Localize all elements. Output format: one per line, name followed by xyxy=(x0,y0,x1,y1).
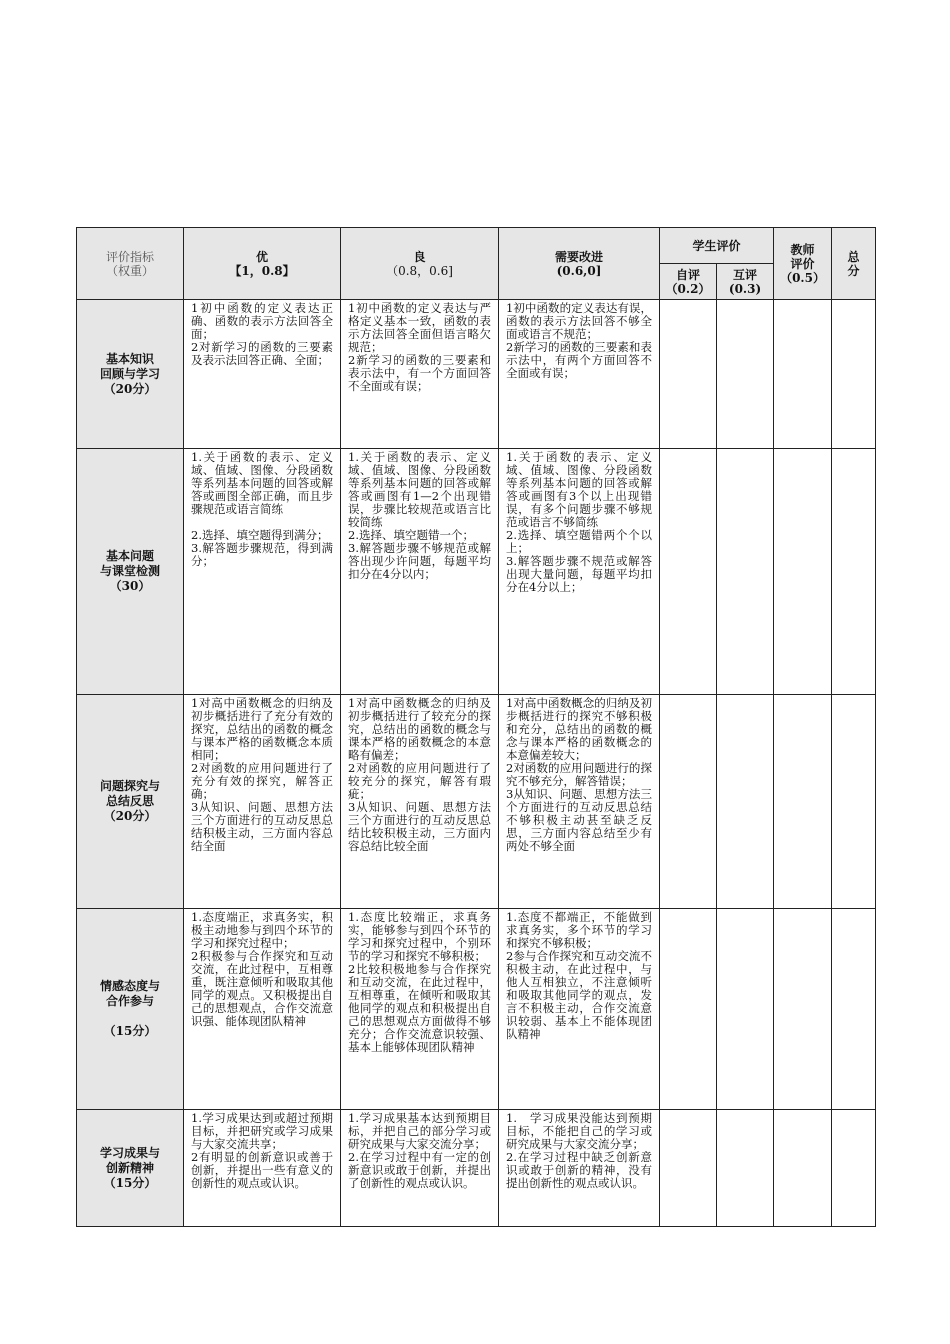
header-peer-eval xyxy=(717,264,774,300)
row-indicator-line: 与课堂检测 xyxy=(99,564,160,578)
criteria-improve: 1初中函数的定义表达有误，函数的表示方法回答不够全面或语言不规范； 2新学习的函数的三要素和表示法中，有两个方面回答不全面或有误； xyxy=(499,300,660,449)
self-eval-cell[interactable] xyxy=(660,695,717,909)
row-indicator-line: 学习成果与 xyxy=(99,1145,160,1160)
header-improve-label: 需要改进 xyxy=(554,249,603,264)
header-good-range: （0.8，0.6] xyxy=(386,263,453,278)
teacher-eval-cell[interactable] xyxy=(774,1110,832,1227)
header-teacher-eval xyxy=(774,228,832,300)
row-indicator xyxy=(77,300,184,449)
header-good xyxy=(341,228,499,300)
row-indicator-line: 回顾与学习 xyxy=(99,366,160,381)
criteria-excellent: 1.关于函数的表示、定义域、值域、图像、分段函数等系列基本问题的回答或解答或画图全部正确，而且步骤规范或语言简练 2.选择、填空题得到满分； 3.解答题步骤规范，得到满分； xyxy=(184,449,341,695)
header-excellent-range: 【1，0.8】 xyxy=(229,263,295,278)
criteria-excellent: 1.态度端正，求真务实，积极主动地参与到四个环节的学习和探究过程中； 2积极参与合作探究和互动交流，在此过程中，互相尊重，既注意倾听和吸取其他同学的观点。又积极提出自己的思想观点，合作交流意识强、能体现团队精神 xyxy=(184,909,341,1110)
row-indicator-line: （20分） xyxy=(103,809,157,823)
header-good-label: 良 xyxy=(413,249,426,264)
total-cell[interactable] xyxy=(832,909,876,1110)
criteria-good: 1.态度比较端正，求真务实，能够参与到四个环节的学习和探究过程中，个别环节的学习和探究不够积极； 2比较积极地参与合作探究和互动交流，在此过程中，互相尊重，在倾听和吸取其他同学的观点和积极提出自己的思想观点方面做得不够充分；合作交流意识较强、基本上能够体现团队精神 xyxy=(341,909,499,1110)
criteria-good: 1.学习成果基本达到预期目标，并把自己的部分学习或研究成果与大家交流分享； 2.在学习过程中有一定的创新意识或敢于创新，并提出了创新性的观点或认识。 xyxy=(341,1110,499,1227)
header-weight-line: （权重） xyxy=(105,263,154,278)
criteria-excellent: 1.学习成果达到或超过预期目标，并把研究或学习成果与大家交流共享； 2有明显的创新意识或善于创新，并提出一些有意义的创新性的观点或认识。 xyxy=(184,1110,341,1227)
total-cell[interactable] xyxy=(832,449,876,695)
row-indicator xyxy=(77,909,184,1110)
header-self-label: 自评 xyxy=(675,267,700,282)
header-total xyxy=(832,228,876,300)
peer-eval-cell[interactable] xyxy=(717,1110,774,1227)
criteria-good: 1初中函数的定义表达与严格定义基本一致，函数的表示方法回答全面但语言略欠规范； 2新学习的函数的三要素和表示法中，有一个方面回答不全面或有误； xyxy=(341,300,499,449)
header-total-line2: 分 xyxy=(847,263,860,278)
total-cell[interactable] xyxy=(832,1110,876,1227)
peer-eval-cell[interactable] xyxy=(717,909,774,1110)
self-eval-cell[interactable] xyxy=(660,1110,717,1227)
row-indicator-line: 合作参与 xyxy=(105,994,154,1008)
self-eval-cell[interactable] xyxy=(660,909,717,1110)
table-row xyxy=(77,1110,876,1227)
header-excellent xyxy=(184,228,341,300)
row-indicator xyxy=(77,449,184,695)
header-indicator-line: 评价指标 xyxy=(105,249,154,264)
criteria-excellent: 1对高中函数概念的归纳及初步概括进行了充分有效的探究，总结出的函数的概念与课本严格的函数概念本质相同； 2对函数的应用问题进行了充分有效的探究，解答正确； 3从知识、问题、思想方法三个方面进行的互动反思总结积极主动，三方面内容总结全面 xyxy=(184,695,341,909)
row-indicator-line: （15分） xyxy=(103,1175,157,1190)
table-row xyxy=(77,300,876,449)
criteria-improve: 1. 学习成果没能达到预期目标，不能把自己的学习或研究成果与大家交流分享； 2.在学习过程中缺乏创新意识或敢于创新的精神，没有提出创新性的观点或认识。 xyxy=(499,1110,660,1227)
row-indicator-line: 创新精神 xyxy=(105,1160,154,1175)
self-eval-cell[interactable] xyxy=(660,449,717,695)
criteria-improve: 1.关于函数的表示、定义域、值域、图像、分段函数等系列基本问题的回答或解答或画图有3个以上出现错误，有多个问题步骤不够规范或语言不够简练 2.选择、填空题错两个个以上； 3.解答题步骤不规范或解答出现大量问题，每题平均扣分在4分以上； xyxy=(499,449,660,695)
row-indicator-line: 基本问题 xyxy=(105,549,154,563)
peer-eval-cell[interactable] xyxy=(717,300,774,449)
criteria-improve: 1对高中函数概念的归纳及初步概括进行的探究不够积极和充分，总结出的函数的概念与课本严格的函数概念的本意偏差较大； 2对函数的应用问题进行的探究不够充分，解答错误； 3从知识、问题、思想方法三个方面进行的互动反思总结不够积极主动甚至缺乏反思，三方面内容总结至少有两处不够全面 xyxy=(499,695,660,909)
row-indicator xyxy=(77,695,184,909)
header-student-eval: 学生评价 xyxy=(660,228,774,264)
row-indicator xyxy=(77,1110,184,1227)
table-row xyxy=(77,909,876,1110)
table-row xyxy=(77,695,876,909)
peer-eval-cell[interactable] xyxy=(717,695,774,909)
teacher-eval-cell[interactable] xyxy=(774,695,832,909)
teacher-eval-cell[interactable] xyxy=(774,300,832,449)
header-improve-range: (0.6,0] xyxy=(556,263,602,278)
criteria-good: 1对高中函数概念的归纳及初步概括进行了较充分的探究，总结出的函数的概念与课本严格的函数概念的本意略有偏差； 2对函数的应用问题进行了较充分的探究，解答有瑕疵； 3从知识、问题、思想方法三个方面进行的互动反思总结比较积极主动，三方面内容总结比较全面 xyxy=(341,695,499,909)
header-peer-label: 互评 xyxy=(733,267,758,282)
teacher-eval-cell[interactable] xyxy=(774,909,832,1110)
criteria-good: 1.关于函数的表示、定义域、值域、图像、分段函数等系列基本问题的回答或解答或画图有1—2个出现错误，步骤比较规范或语言比较简练 2.选择、填空题错一个； 3.解答题步骤不够规范或解答出现少许问题，每题平均扣分在4分以内； xyxy=(341,449,499,695)
row-indicator-line: 基本知识 xyxy=(105,351,154,366)
total-cell[interactable] xyxy=(832,695,876,909)
criteria-excellent: 1初中函数的定义表达正确、函数的表示方法回答全面； 2对新学习的函数的三要素及表示法回答正确、全面； xyxy=(184,300,341,449)
row-indicator-line: （30） xyxy=(109,579,151,593)
teacher-eval-cell[interactable] xyxy=(774,449,832,695)
header-teacher-line1: 教师 xyxy=(790,242,815,257)
header-teacher-line2: 评价 xyxy=(790,256,815,271)
header-excellent-label: 优 xyxy=(255,249,268,264)
row-indicator-line: 情感态度与 xyxy=(99,979,160,993)
header-peer-weight: (0.3) xyxy=(728,281,762,296)
row-indicator-line: （20分） xyxy=(103,381,157,396)
table-row xyxy=(77,449,876,695)
header-self-weight: （0.2） xyxy=(665,281,711,296)
row-indicator-spacer xyxy=(77,1009,183,1024)
total-cell[interactable] xyxy=(832,300,876,449)
self-eval-cell[interactable] xyxy=(660,300,717,449)
header-total-line1: 总 xyxy=(847,249,860,264)
header-self-eval xyxy=(660,264,717,300)
header-improve xyxy=(499,228,660,300)
row-indicator-line: 问题探究与 xyxy=(99,779,160,793)
criteria-improve: 1.态度不都端正，不能做到求真务实，多个环节的学习和探究不够积极； 2参与合作探究和互动交流不积极主动，在此过程中，与他人互相独立，不注意倾听和吸取其他同学的观点，发言不积极主动，合作交流意识较弱、基本上不能体现团队精神 xyxy=(499,909,660,1110)
row-indicator-line: 总结反思 xyxy=(105,794,154,808)
evaluation-rubric-table xyxy=(76,227,876,1227)
header-indicator xyxy=(77,228,184,300)
peer-eval-cell[interactable] xyxy=(717,449,774,695)
header-teacher-line3: （0.5） xyxy=(780,270,825,285)
row-indicator-line: （15分） xyxy=(103,1024,157,1038)
